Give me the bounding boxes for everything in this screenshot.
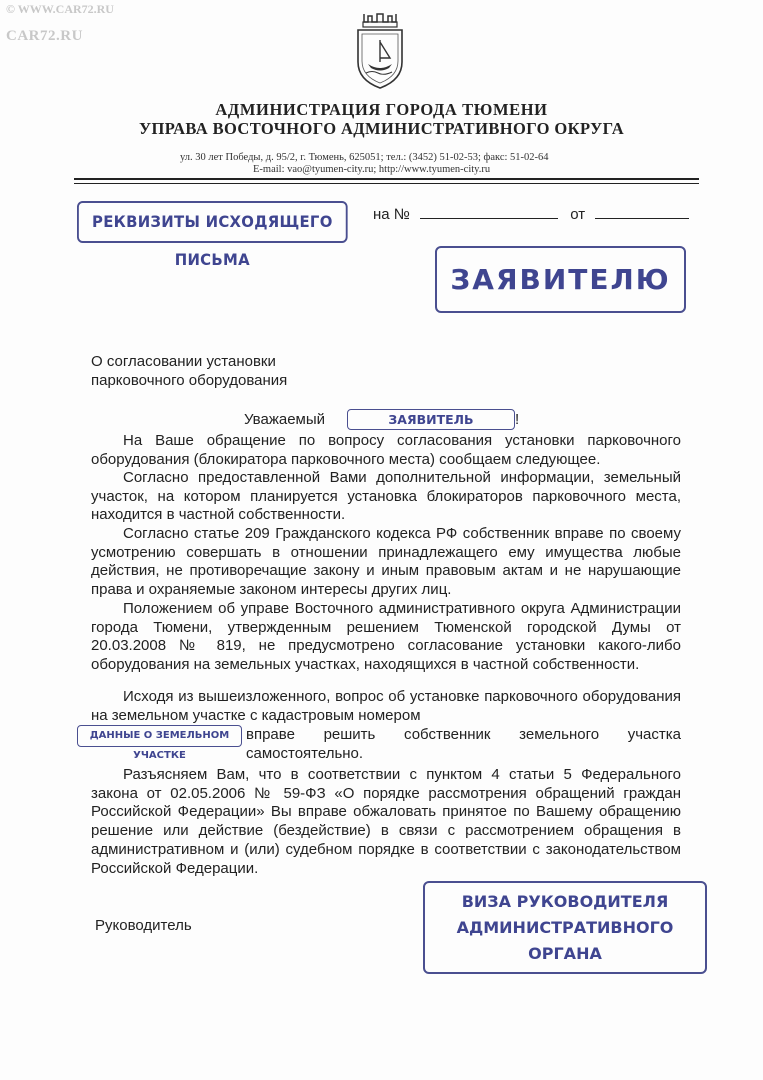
paragraph-3: Согласно статье 209 Гражданского кодекса РФ собственник вправе по своему усмотрению совершать в отношении принадлежащего ему имущества любые действия, не противоречащие закону и иным правовым актам и не нарушающие права и охраняемые законом интересы других лиц. bbox=[91, 525, 681, 599]
paragraph-5a: Исходя из вышеизложенного, вопрос об установке парковочного оборудования на земельном участке с кадастровым номером bbox=[91, 688, 681, 724]
city-coat-of-arms-icon bbox=[354, 10, 406, 90]
addressee-stamp: ЗАЯВИТЕЛЮ bbox=[435, 246, 686, 313]
ref-no-label: на № bbox=[373, 206, 410, 223]
greeting-suffix: ! bbox=[515, 411, 520, 428]
watermark-logo: CAR72.RU bbox=[6, 28, 83, 44]
ref-date-label: от bbox=[570, 206, 586, 223]
paragraph-1: На Ваше обращение по вопросу согласования установки парковочного оборудования (блокиратора парковочного места) сообщаем следующее. bbox=[91, 432, 681, 468]
visa-line-2: АДМИНИСТРАТИВНОГО ОРГАНА bbox=[456, 917, 674, 963]
address-line: ул. 30 лет Победы, д. 95/2, г. Тюмень, 625051; тел.: (3452) 51-02-53; факс: 51-02-64 bbox=[180, 152, 549, 163]
paragraph-5b bbox=[246, 726, 681, 763]
greeting-prefix: Уважаемый bbox=[244, 411, 326, 428]
subject-line-1: О согласовании установки bbox=[91, 353, 276, 370]
header-rule-thin bbox=[74, 183, 699, 184]
header-rule-thick bbox=[74, 178, 699, 180]
org-name: АДМИНИСТРАЦИЯ ГОРОДА ТЮМЕНИ bbox=[215, 100, 548, 119]
head-approval-stamp bbox=[423, 881, 707, 974]
visa-line-1: ВИЗА РУКОВОДИТЕЛЯ bbox=[461, 891, 669, 911]
applicant-name-stamp: ЗАЯВИТЕЛЬ bbox=[347, 409, 515, 430]
org-department: УПРАВА ВОСТОЧНОГО АДМИНИСТРАТИВНОГО ОКРУГА bbox=[138, 119, 625, 138]
contact-block bbox=[180, 152, 549, 176]
email-line: E-mail: vao@tyumen-city.ru; http://www.tyumen-city.ru bbox=[253, 164, 491, 175]
paragraph-6: Разъясняем Вам, что в соответствии с пунктом 4 статьи 5 Федерального закона от 02.05.2006 № 59-ФЗ «О порядке рассмотрения обращений граждан Российской Федерации» Вы вправе обжаловать принятое по Вашему обращению решение или действие (бездействие) в связи с рассмотрением обращения в административном и (или) судебном порядке в соответствии с законодательством Российской Федерации. bbox=[91, 766, 681, 877]
signatory-title: Руководитель bbox=[95, 917, 192, 934]
outgoing-requisites-stamp: РЕКВИЗИТЫ ИСХОДЯЩЕГО ПИСЬМА bbox=[77, 201, 348, 243]
ref-date-blank bbox=[595, 206, 689, 219]
subject-line-2: парковочного оборудования bbox=[91, 372, 288, 389]
letter-subject bbox=[91, 352, 287, 390]
reference-number-line bbox=[373, 206, 689, 223]
watermark-top: © WWW.CAR72.RU bbox=[6, 2, 114, 16]
land-plot-data-stamp: ДАННЫЕ О ЗЕМЕЛЬНОМ УЧАСТКЕ bbox=[77, 725, 242, 747]
paragraph-4: Положением об управе Восточного административного округа Администрации города Тюмени, утвержденным решением Тюменской городской Думы от 20.03.2008 № 819, не предусмотрено согласование установки какого-либо оборудования на земельных участках, находящихся в частной собственности. bbox=[91, 600, 681, 674]
paragraph-5b-text: вправе решить собственник земельного участка самостоятельно. bbox=[246, 726, 681, 762]
ref-no-blank bbox=[420, 206, 558, 219]
paragraph-2: Согласно предоставленной Вами дополнительной информации, земельный участок, на котором планируется установка блокираторов парковочного места, находится в частной собственности. bbox=[91, 469, 681, 524]
